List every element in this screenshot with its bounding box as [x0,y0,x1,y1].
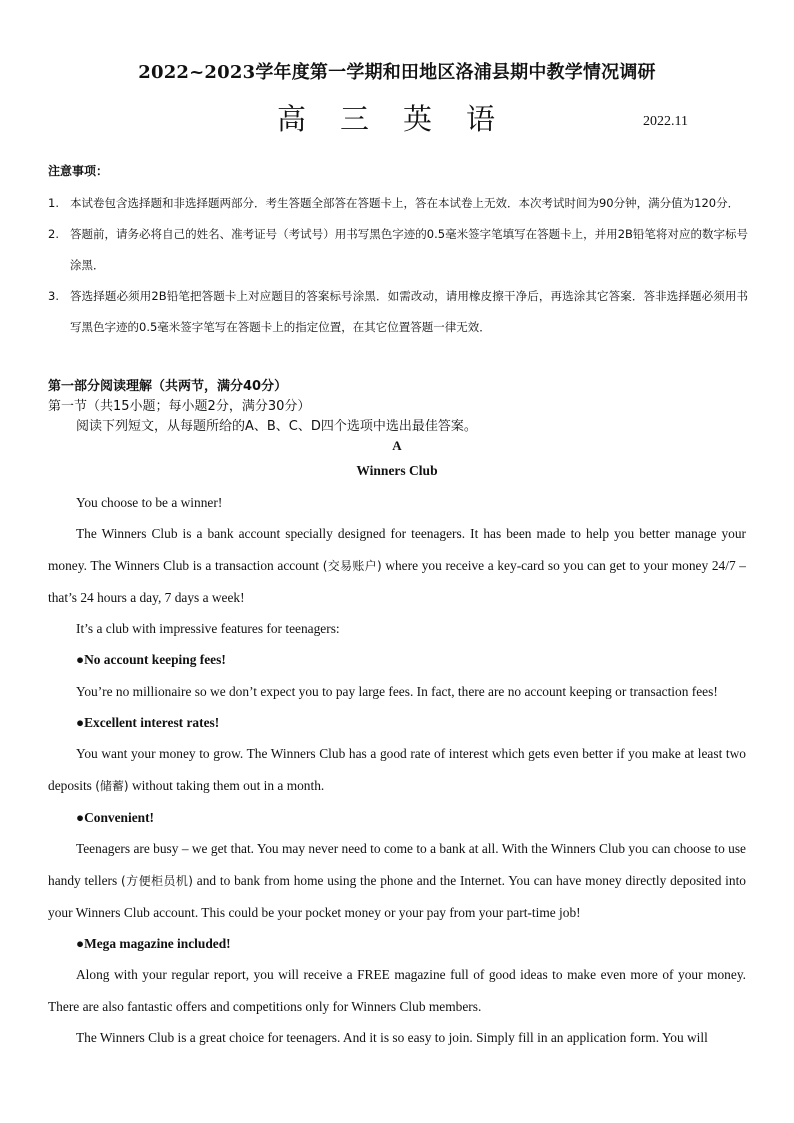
passage-paragraph: The Winners Club is a great choice for teenagers. And it is so easy to join. Simply fill in an application form. You will [76,1030,708,1046]
notice-number: 3. [48,289,59,303]
notice-heading: 注意事项： [48,164,109,178]
passage-paragraph: Along with your regular report, you will receive a FREE magazine full of good ideas to make even more of your money. There are also fantastic offers and competitions only for Winners Club members. [48,967,746,1014]
passage-paragraph [48,518,746,613]
part-heading: 第一部分阅读理解（共两节，满分40分） [48,379,288,394]
passage-paragraph: It’s a club with impressive features for teenagers: [76,621,340,637]
chinese-gloss: (交易账户) [322,558,382,573]
exam-title: 2022~2023学年度第一学期和田地区洛浦县期中教学情况调研 [138,62,656,83]
section-heading: 第一节（共15小题；每小题2分，满分30分） [48,399,311,414]
notice-text: 本试卷包含选择题和非选择题两部分．考生答题全部答在答题卡上，答在本试卷上无效．本次考试时间为90分钟，满分值为120分． [70,196,740,210]
passage-paragraph: You’re no millionaire so we don’t expect you to pay large fees. In fact, there are no account keeping or transaction fees! [76,683,718,699]
paragraph-text: without taking them out in a month. [128,777,325,793]
reading-instruction: 阅读下列短文，从每题所给的A、B、C、D四个选项中选出最佳答案。 [76,419,477,434]
paragraph-text: and to bank from home using the phone and the Internet. You can have money directly deposited into your Winners Club account. This could be your pocket money or your pay from your part-time job! [48,872,747,920]
feature-heading: ●Excellent interest rates! [76,715,220,731]
notice-number: 2. [48,227,59,241]
passage-paragraph [48,833,746,928]
subject-title: 高三英语 [276,102,529,136]
exam-date: 2022.11 [643,114,688,129]
paragraph-text: where you receive a key-card so you can get to your money 24/7 – that’s 24 hours a day, 7 days a week! [48,557,747,605]
notice-item [48,219,748,281]
notice-text: 答选择题必须用2B铅笔把答题卡上对应题目的答案标号涂黑．如需改动，请用橡皮擦干净后，再选涂其它答案．答非选择题必须用书写黑色字迹的0.5毫米签字笔写在答题卡上的指定位置，在其它位置答题一律无效． [70,289,748,334]
notice-text: 答题前，请务必将自己的姓名、准考证号（考试号）用书写黑色字迹的0.5毫米签字笔填写在答题卡上，并用2B铅笔将对应的数字标号涂黑． [70,227,748,272]
chinese-gloss: (方便柜员机) [121,873,193,888]
passage-paragraph [48,738,746,802]
notice-item [48,281,748,343]
notice-number: 1. [48,196,59,210]
passage-letter: A [392,438,402,453]
paragraph-text: The Winners Club is a bank account specially designed for teenagers. It has been made to help you better manage your money. The Winners Club is a transaction account [48,526,746,573]
feature-heading: ●Convenient! [76,809,155,825]
paragraph-text: Teenagers are busy – we get that. You may never need to come to a bank at all. With the Winners Club you can choose to use handy tellers [48,841,746,888]
passage-paragraph: You choose to be a winner! [76,495,223,510]
notice-list [48,188,748,343]
chinese-gloss: (储蓄) [95,778,129,793]
passage-body [48,487,746,1053]
passage-title: Winners Club [356,463,438,478]
paragraph-text: You want your money to grow. The Winners Club has a good rate of interest which gets even better if you make at least two deposits [48,746,746,793]
feature-heading: ●Mega magazine included! [76,936,231,952]
notice-item [48,188,748,219]
feature-heading: ●No account keeping fees! [76,652,226,668]
